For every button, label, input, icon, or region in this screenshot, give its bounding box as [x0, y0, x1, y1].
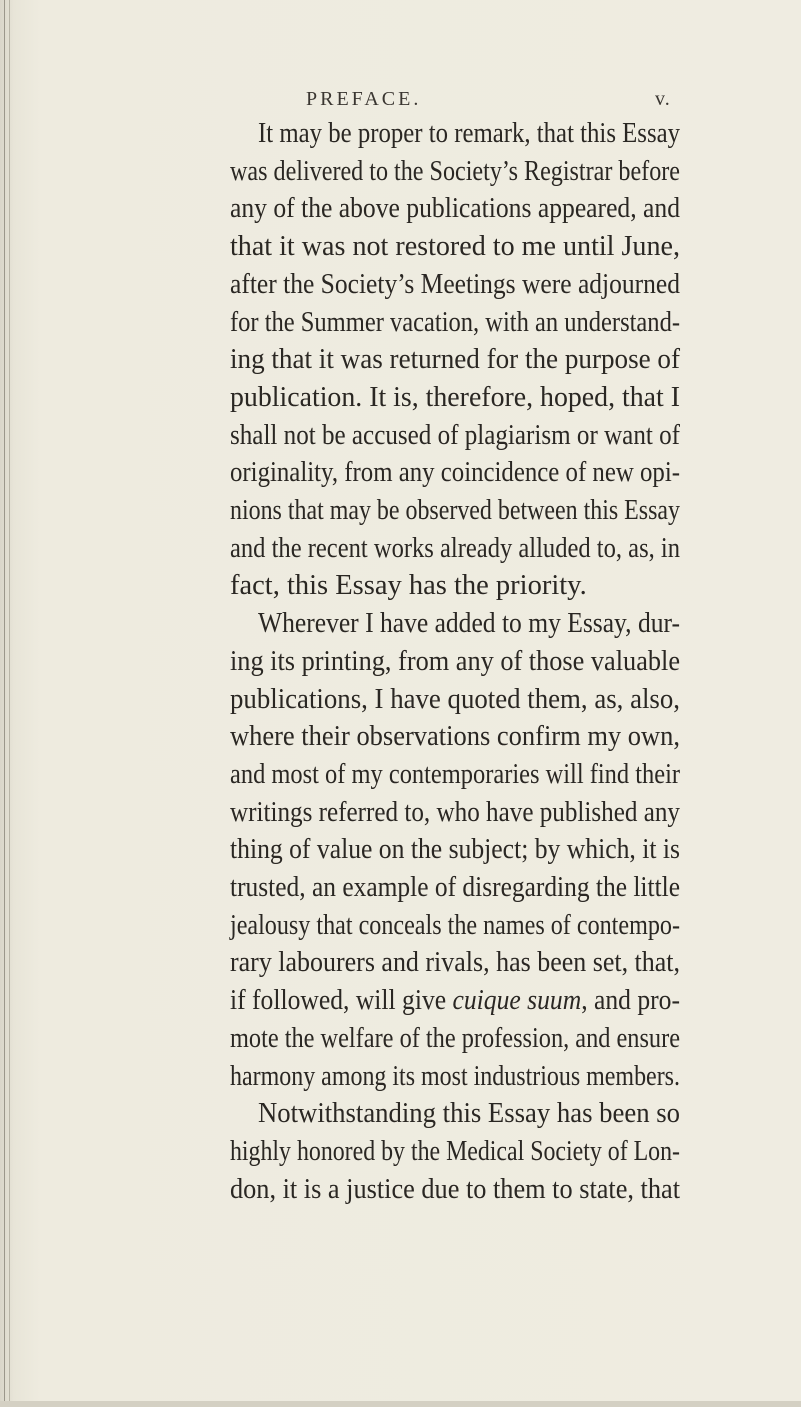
text-line: writings referred to, who have published any [230, 796, 680, 828]
text-line: originality, from any coincidence of new opi- [230, 457, 680, 489]
text-line: It may be proper to remark, that this Essay [258, 118, 680, 149]
text-line: Notwithstanding this Essay has been so [258, 1098, 680, 1130]
page-edge-line [4, 0, 5, 1407]
text-line: mote the welfare of the profession, and ensure [230, 1022, 680, 1054]
page-header [0, 88, 801, 112]
text-line: for the Summer vacation, with an understand- [230, 306, 680, 338]
text-line: ing that it was returned for the purpose of [230, 344, 680, 376]
text-line: trusted, an example of disregarding the little [230, 872, 680, 903]
text-line: fact, this Essay has the priority. [230, 570, 587, 602]
text-line: shall not be accused of plagiarism or want of [230, 419, 680, 451]
text-line: harmony among its most industrious members. [230, 1060, 680, 1092]
text-line: and the recent works already alluded to, as, in [230, 532, 680, 564]
text-line: don, it is a justice due to them to state, that [230, 1173, 680, 1205]
text-line: publication. It is, therefore, hoped, that I [230, 381, 680, 413]
page-number: v. [655, 88, 671, 110]
page-bottom-edge [0, 1401, 801, 1407]
text-line: where their observations confirm my own, [230, 721, 680, 753]
text-line: nions that may be observed between this Essay [230, 495, 680, 526]
text-line: ing its printing, from any of those valuable [230, 645, 680, 677]
text-line: after the Society’s Meetings were adjourned [230, 268, 680, 300]
text-line: was delivered to the Society’s Registrar before [230, 155, 680, 187]
text-line: Wherever I have added to my Essay, dur- [258, 608, 680, 640]
text-line: if followed, will give cuique suum, and pro- [230, 985, 680, 1017]
text-line: jealousy that conceals the names of contempo- [230, 909, 680, 941]
running-head: PREFACE. [306, 88, 422, 110]
page-edge-line [9, 0, 10, 1407]
text-line: and most of my contemporaries will find their [230, 758, 680, 790]
text-line: publications, I have quoted them, as, also, [230, 683, 680, 715]
text-line: any of the above publications appeared, and [230, 193, 680, 225]
text-line: rary labourers and rivals, has been set, that, [230, 947, 680, 979]
text-line: that it was not restored to me until June, [230, 231, 680, 263]
text-line: thing of value on the subject; by which, it is [230, 834, 680, 866]
italic-phrase: cuique suum [452, 985, 582, 1017]
text-line: highly honored by the Medical Society of Lon- [230, 1135, 680, 1167]
